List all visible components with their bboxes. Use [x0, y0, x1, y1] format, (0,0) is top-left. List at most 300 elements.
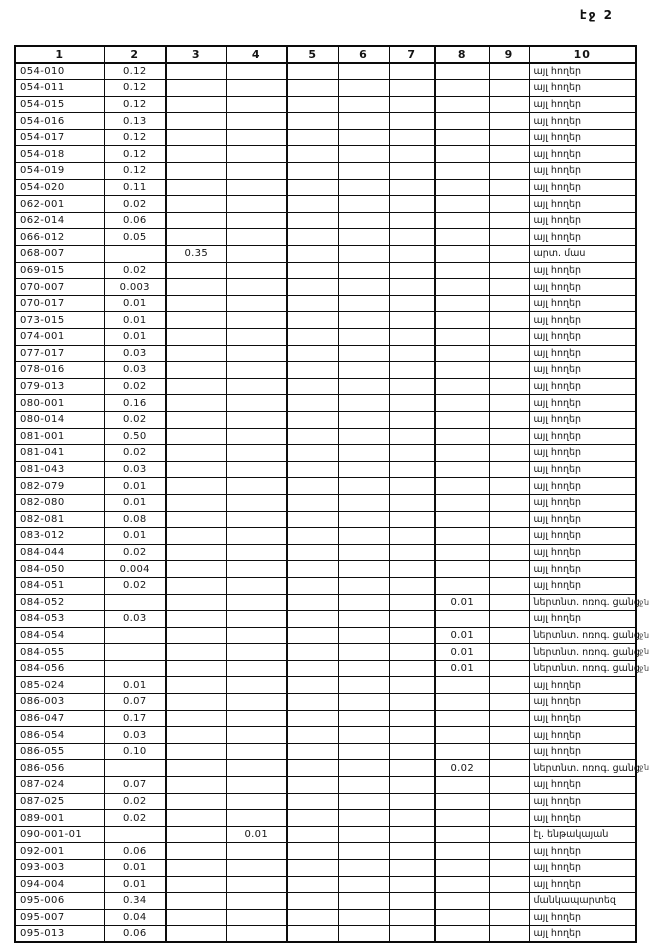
- table-row: [15, 63, 636, 80]
- area-value-cell: [489, 461, 529, 478]
- land-use-text: այլ հողեր: [533, 314, 582, 326]
- area-value-cell: [226, 445, 287, 462]
- land-use-text: այլ հողեր: [533, 82, 582, 94]
- area-value-cell: [489, 594, 529, 611]
- area-value-cell: [389, 810, 435, 827]
- area-value-cell: [226, 113, 287, 130]
- area-value-cell: [389, 395, 435, 412]
- area-value-cell: [389, 129, 435, 146]
- area-value-cell: 0.02: [435, 760, 489, 777]
- area-value-cell: [226, 544, 287, 561]
- area-value-cell: 0.003: [104, 279, 166, 296]
- area-value-cell: [389, 329, 435, 346]
- area-value-cell: [287, 362, 338, 379]
- area-value-cell: 0.13: [104, 113, 166, 130]
- area-value-cell: [338, 63, 389, 80]
- area-value-cell: 0.02: [104, 411, 166, 428]
- land-use-cell: [529, 644, 650, 661]
- area-value-cell: [489, 677, 529, 694]
- area-value-cell: [226, 345, 287, 362]
- area-value-cell: [166, 378, 226, 395]
- area-value-cell: [338, 262, 389, 279]
- table-row: [15, 113, 636, 130]
- area-value-cell: [166, 826, 226, 843]
- land-use-text: այլ հողեր: [533, 547, 582, 559]
- area-value-cell: [226, 312, 287, 329]
- area-value-cell: 0.12: [104, 146, 166, 163]
- land-use-cell: [529, 660, 650, 677]
- land-use-text: այլ հողեր: [533, 580, 582, 592]
- area-value-cell: [489, 727, 529, 744]
- area-value-cell: [435, 312, 489, 329]
- area-value-cell: [338, 710, 389, 727]
- parcel-code-cell: 062-014: [15, 212, 104, 229]
- area-value-cell: [389, 544, 435, 561]
- land-use-text: այլ հողեր: [533, 746, 582, 758]
- land-use-text: այլ հողեր: [533, 364, 582, 376]
- area-value-cell: [489, 212, 529, 229]
- land-use-cell: [529, 295, 636, 312]
- area-value-cell: [389, 113, 435, 130]
- land-use-text: այլ հողեր: [533, 862, 582, 874]
- area-value-cell: [226, 843, 287, 860]
- area-value-cell: [338, 893, 389, 910]
- area-value-cell: [166, 561, 226, 578]
- land-use-text: այլ հողեր: [533, 231, 582, 243]
- table-row: [15, 345, 636, 362]
- land-use-text: այլ հողեր: [533, 430, 582, 442]
- table-row: [15, 80, 636, 97]
- area-value-cell: [389, 312, 435, 329]
- area-value-cell: 0.02: [104, 262, 166, 279]
- area-value-cell: [389, 777, 435, 794]
- land-use-cell: [529, 777, 636, 794]
- area-value-cell: [166, 229, 226, 246]
- land-use-text: այլ հողեր: [533, 696, 582, 708]
- area-value-cell: [338, 926, 389, 943]
- area-value-cell: [287, 229, 338, 246]
- area-value-cell: [226, 179, 287, 196]
- area-value-cell: [287, 63, 338, 80]
- area-value-cell: [104, 660, 166, 677]
- land-use-cell: [529, 196, 636, 213]
- land-use-cell: [529, 395, 636, 412]
- area-value-cell: [226, 810, 287, 827]
- area-value-cell: [338, 163, 389, 180]
- table-row: [15, 777, 636, 794]
- area-value-cell: [338, 478, 389, 495]
- land-use-cell: [529, 909, 636, 926]
- land-use-cell: [529, 262, 636, 279]
- land-use-cell: [529, 561, 636, 578]
- area-value-cell: [435, 63, 489, 80]
- land-use-text: այլ հողեր: [533, 845, 582, 857]
- area-value-cell: [435, 262, 489, 279]
- area-value-cell: [489, 860, 529, 877]
- land-use-text: այլ հողեր: [533, 878, 582, 890]
- table-row: [15, 262, 636, 279]
- area-value-cell: [489, 644, 529, 661]
- parcel-code-cell: 084-050: [15, 561, 104, 578]
- area-value-cell: [166, 494, 226, 511]
- area-value-cell: [435, 826, 489, 843]
- land-use-cell: [529, 312, 636, 329]
- area-value-cell: [489, 129, 529, 146]
- area-value-cell: [338, 494, 389, 511]
- area-value-cell: [435, 329, 489, 346]
- parcel-code-cell: 090-001-01: [15, 826, 104, 843]
- area-value-cell: [489, 229, 529, 246]
- area-value-cell: [338, 743, 389, 760]
- area-value-cell: [389, 279, 435, 296]
- area-value-cell: [287, 395, 338, 412]
- area-value-cell: [435, 445, 489, 462]
- area-value-cell: 0.03: [104, 461, 166, 478]
- area-value-cell: [489, 163, 529, 180]
- area-value-cell: [338, 810, 389, 827]
- land-use-cell: [529, 544, 636, 561]
- area-value-cell: [104, 246, 166, 263]
- area-value-cell: [389, 561, 435, 578]
- area-value-cell: [287, 246, 338, 263]
- area-value-cell: [435, 611, 489, 628]
- area-value-cell: [338, 511, 389, 528]
- land-use-cell: [529, 843, 636, 860]
- area-value-cell: [435, 295, 489, 312]
- area-value-cell: [287, 511, 338, 528]
- land-use-text: այլ հողեր: [533, 331, 582, 343]
- land-use-text: այլ հողեր: [533, 347, 582, 359]
- area-value-cell: [226, 478, 287, 495]
- table-row: [15, 743, 636, 760]
- area-value-cell: [338, 860, 389, 877]
- land-use-cell: [529, 212, 636, 229]
- area-value-cell: [389, 196, 435, 213]
- area-value-cell: [489, 627, 529, 644]
- land-use-cell: [529, 378, 636, 395]
- area-value-cell: [287, 876, 338, 893]
- area-value-cell: [389, 212, 435, 229]
- area-value-cell: [287, 196, 338, 213]
- area-value-cell: [287, 743, 338, 760]
- land-use-cell: [529, 743, 636, 760]
- area-value-cell: 0.07: [104, 777, 166, 794]
- area-value-cell: [166, 445, 226, 462]
- land-use-cell: [529, 96, 636, 113]
- area-value-cell: [104, 594, 166, 611]
- area-value-cell: [226, 246, 287, 263]
- table-row: [15, 660, 636, 677]
- area-value-cell: [226, 777, 287, 794]
- area-value-cell: [435, 428, 489, 445]
- area-value-cell: [435, 843, 489, 860]
- area-value-cell: [338, 411, 389, 428]
- area-value-cell: [435, 113, 489, 130]
- table-row: [15, 843, 636, 860]
- area-value-cell: [226, 146, 287, 163]
- land-use-cell: [529, 129, 636, 146]
- area-value-cell: [435, 893, 489, 910]
- table-row: [15, 478, 636, 495]
- area-value-cell: [338, 826, 389, 843]
- table-row: [15, 528, 636, 545]
- table-row: [15, 312, 636, 329]
- parcel-code-cell: 054-011: [15, 80, 104, 97]
- parcel-code-cell: 086-047: [15, 710, 104, 727]
- area-value-cell: [166, 511, 226, 528]
- area-value-cell: 0.11: [104, 179, 166, 196]
- parcel-code-cell: 054-010: [15, 63, 104, 80]
- area-value-cell: [489, 329, 529, 346]
- area-value-cell: [104, 627, 166, 644]
- area-value-cell: [489, 810, 529, 827]
- area-value-cell: [226, 229, 287, 246]
- area-value-cell: [489, 876, 529, 893]
- land-use-text: ներտնտ. ոռոգ. ցանց: [533, 596, 640, 608]
- land-use-cell: [529, 179, 636, 196]
- area-value-cell: [435, 494, 489, 511]
- area-value-cell: [435, 909, 489, 926]
- area-value-cell: 0.02: [104, 378, 166, 395]
- area-value-cell: [287, 760, 338, 777]
- parcel-code-cell: 086-056: [15, 760, 104, 777]
- area-value-cell: [226, 129, 287, 146]
- area-value-cell: [338, 727, 389, 744]
- area-value-cell: [489, 843, 529, 860]
- area-value-cell: [435, 179, 489, 196]
- area-value-cell: [338, 461, 389, 478]
- table-row: [15, 461, 636, 478]
- table-row: [15, 229, 636, 246]
- area-value-cell: [166, 428, 226, 445]
- area-value-cell: [104, 826, 166, 843]
- area-value-cell: [435, 777, 489, 794]
- table-row: [15, 577, 636, 594]
- area-value-cell: [226, 760, 287, 777]
- area-value-cell: [166, 411, 226, 428]
- area-value-cell: [435, 411, 489, 428]
- area-value-cell: [166, 876, 226, 893]
- parcel-code-cell: 085-024: [15, 677, 104, 694]
- area-value-cell: [166, 860, 226, 877]
- column-header-4: 4: [226, 46, 287, 63]
- area-value-cell: 0.12: [104, 80, 166, 97]
- area-value-cell: [166, 212, 226, 229]
- area-value-cell: [226, 329, 287, 346]
- parcel-code-cell: 082-081: [15, 511, 104, 528]
- area-value-cell: [287, 179, 338, 196]
- land-use-text: այլ հողեր: [533, 132, 582, 144]
- area-value-cell: [226, 627, 287, 644]
- land-use-cell: [529, 146, 636, 163]
- area-value-cell: [435, 677, 489, 694]
- area-value-cell: [389, 710, 435, 727]
- area-value-cell: [338, 179, 389, 196]
- area-value-cell: [435, 743, 489, 760]
- area-value-cell: 0.01: [104, 295, 166, 312]
- land-use-text: այլ հողեր: [533, 480, 582, 492]
- area-value-cell: [166, 760, 226, 777]
- area-value-cell: [226, 196, 287, 213]
- land-use-text: ներտնտ. ոռոգ. ցանց: [533, 629, 640, 641]
- table-header: [15, 46, 636, 63]
- area-value-cell: [489, 146, 529, 163]
- area-value-cell: [338, 644, 389, 661]
- area-value-cell: [166, 196, 226, 213]
- area-value-cell: [226, 494, 287, 511]
- area-value-cell: [287, 860, 338, 877]
- parcel-code-cell: 062-001: [15, 196, 104, 213]
- area-value-cell: [166, 577, 226, 594]
- area-value-cell: [226, 461, 287, 478]
- table-row: [15, 329, 636, 346]
- area-value-cell: [435, 80, 489, 97]
- area-value-cell: [287, 146, 338, 163]
- area-value-cell: [166, 395, 226, 412]
- table-row: [15, 246, 636, 263]
- parcel-code-cell: 095-013: [15, 926, 104, 943]
- parcel-code-cell: 081-001: [15, 428, 104, 445]
- land-use-cell: [529, 345, 636, 362]
- area-value-cell: [226, 428, 287, 445]
- area-value-cell: [389, 577, 435, 594]
- area-value-cell: [389, 843, 435, 860]
- area-value-cell: [435, 163, 489, 180]
- land-use-cell: [529, 677, 636, 694]
- area-value-cell: [287, 793, 338, 810]
- area-value-cell: [166, 743, 226, 760]
- area-value-cell: [489, 743, 529, 760]
- table-row: [15, 179, 636, 196]
- area-value-cell: [489, 179, 529, 196]
- land-use-cell: [529, 494, 636, 511]
- land-use-cell: [529, 710, 636, 727]
- land-use-cell: [529, 577, 636, 594]
- table-row: [15, 395, 636, 412]
- area-value-cell: [435, 710, 489, 727]
- area-value-cell: [389, 694, 435, 711]
- land-use-text: այլ հողեր: [533, 912, 582, 924]
- area-value-cell: [287, 478, 338, 495]
- area-value-cell: [389, 411, 435, 428]
- area-value-cell: [287, 544, 338, 561]
- area-value-cell: [435, 246, 489, 263]
- land-use-cell: [529, 229, 636, 246]
- column-header-5: 5: [287, 46, 338, 63]
- parcel-code-cell: 084-053: [15, 611, 104, 628]
- area-value-cell: [489, 362, 529, 379]
- area-value-cell: [435, 511, 489, 528]
- parcel-code-cell: 081-043: [15, 461, 104, 478]
- area-value-cell: 0.06: [104, 843, 166, 860]
- area-value-cell: [435, 96, 489, 113]
- area-value-cell: 0.16: [104, 395, 166, 412]
- area-value-cell: 0.02: [104, 793, 166, 810]
- area-value-cell: 0.06: [104, 926, 166, 943]
- table-row: [15, 196, 636, 213]
- area-value-cell: [338, 876, 389, 893]
- land-use-text: այլ հողեր: [533, 66, 582, 78]
- area-value-cell: [287, 843, 338, 860]
- table-row: [15, 96, 636, 113]
- margin-note: ջն: [639, 630, 650, 640]
- area-value-cell: [389, 362, 435, 379]
- area-value-cell: 0.03: [104, 362, 166, 379]
- area-value-cell: [226, 362, 287, 379]
- area-value-cell: [435, 544, 489, 561]
- area-value-cell: [489, 63, 529, 80]
- land-use-text: այլ հողեր: [533, 513, 582, 525]
- area-value-cell: 0.01: [435, 627, 489, 644]
- area-value-cell: 0.01: [104, 494, 166, 511]
- area-value-cell: [226, 511, 287, 528]
- land-use-text: այլ հողեր: [533, 563, 582, 575]
- area-value-cell: [389, 378, 435, 395]
- parcel-code-cell: 081-041: [15, 445, 104, 462]
- area-value-cell: [226, 611, 287, 628]
- area-value-cell: [287, 611, 338, 628]
- area-value-cell: [287, 494, 338, 511]
- table-row: [15, 627, 636, 644]
- area-value-cell: [389, 727, 435, 744]
- area-value-cell: 0.04: [104, 909, 166, 926]
- table-row: [15, 594, 636, 611]
- area-value-cell: 0.01: [104, 876, 166, 893]
- area-value-cell: [435, 727, 489, 744]
- table-row: [15, 411, 636, 428]
- area-value-cell: 0.06: [104, 212, 166, 229]
- table-row: [15, 644, 636, 661]
- area-value-cell: [489, 893, 529, 910]
- parcel-code-cell: 083-012: [15, 528, 104, 545]
- area-value-cell: [226, 677, 287, 694]
- land-use-cell: [529, 760, 650, 777]
- area-value-cell: [389, 295, 435, 312]
- area-value-cell: [435, 229, 489, 246]
- parcel-code-cell: 092-001: [15, 843, 104, 860]
- table-row: [15, 378, 636, 395]
- area-value-cell: [166, 843, 226, 860]
- area-value-cell: [166, 909, 226, 926]
- land-use-text: այլ հողեր: [533, 447, 582, 459]
- land-use-text: այլ հողեր: [533, 928, 582, 940]
- area-value-cell: [489, 577, 529, 594]
- area-value-cell: [287, 777, 338, 794]
- land-use-cell: [529, 826, 636, 843]
- area-value-cell: [338, 627, 389, 644]
- area-value-cell: 0.03: [104, 611, 166, 628]
- land-use-text: այլ հողեր: [533, 281, 582, 293]
- land-use-text: այլ հողեր: [533, 414, 582, 426]
- table-row: [15, 428, 636, 445]
- parcel-code-cell: 070-007: [15, 279, 104, 296]
- table-row: [15, 511, 636, 528]
- area-value-cell: [287, 727, 338, 744]
- area-value-cell: [226, 694, 287, 711]
- parcel-code-cell: 087-025: [15, 793, 104, 810]
- area-value-cell: [338, 594, 389, 611]
- table-row: [15, 760, 636, 777]
- column-header-3: 3: [166, 46, 226, 63]
- parcel-code-cell: 069-015: [15, 262, 104, 279]
- area-value-cell: [435, 528, 489, 545]
- area-value-cell: [389, 80, 435, 97]
- parcel-code-cell: 079-013: [15, 378, 104, 395]
- land-use-cell: [529, 893, 636, 910]
- area-value-cell: [338, 544, 389, 561]
- parcel-code-cell: 084-055: [15, 644, 104, 661]
- area-value-cell: [166, 329, 226, 346]
